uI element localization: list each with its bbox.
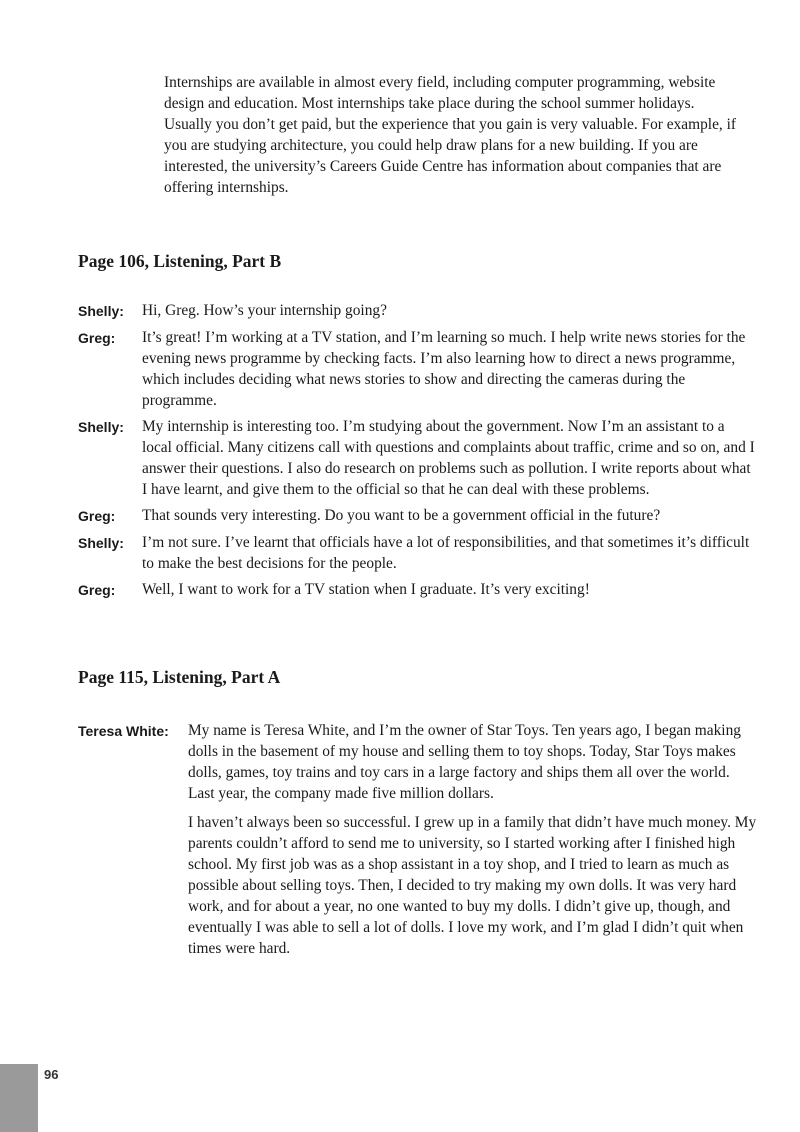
speech-text: Hi, Greg. How’s your internship going? <box>142 302 387 319</box>
speech-block <box>188 720 758 967</box>
speaker-label: Shelly: <box>78 535 124 551</box>
dialogue-line <box>78 505 758 527</box>
dialogue-line <box>78 300 758 322</box>
dialogue-line <box>78 416 758 500</box>
dialogue-line <box>78 720 758 967</box>
dialogue-shelly-greg <box>78 300 758 606</box>
speech-paragraph: I haven’t always been so successful. I grew up in a family that didn’t have much money. My parents couldn’t afford to send me to university, so I started working after I finished high school. My first job was as a shop assistant in a toy shop, and I tried to learn as much as possible about selling toys. Then, I decided to try making my own dolls. It was very hard work, and for about a year, no one wanted to buy my dolls. I didn’t give up, though, and eventually I was able to sell a lot of dolls. I love my work, and I’m glad I didn’t quit when times were hard. <box>188 814 757 957</box>
speaker-label: Greg: <box>78 330 116 346</box>
page-edge-tab <box>0 1064 38 1132</box>
speaker-label: Greg: <box>78 582 116 598</box>
speech-paragraph: My name is Teresa White, and I’m the owner of Star Toys. Ten years ago, I began making dolls in the basement of my house and selling them to toy shops. Today, Star Toys makes dolls, games, toy trains and toy cars in a large factory and ships them all over the world. Last year, the company made five million dollars. <box>188 722 741 802</box>
speech-text: That sounds very interesting. Do you want to be a government official in the future? <box>142 507 661 524</box>
intro-paragraph: Internships are available in almost every field, including computer programming, website design and education. Most internships take place during the school summer holidays. Usually you don’t get paid, but the experience that you gain is very valuable. For example, if you are studying architecture, you could help draw plans for a new building. If you are interested, the university’s Careers Guide Centre has information about companies that are offering internships. <box>164 74 737 196</box>
speech-text: It’s great! I’m working at a TV station, and I’m learning so much. I help write news stories for the evening news programme by checking facts. I’m also learning how to direct a news programme, which includes deciding what news stories to show and directing the cameras during the programme. <box>142 329 746 409</box>
dialogue-line <box>78 532 758 574</box>
dialogue-line <box>78 579 758 601</box>
speech-text: Well, I want to work for a TV station when I graduate. It’s very exciting! <box>142 581 590 598</box>
speaker-label: Teresa White: <box>78 723 169 739</box>
page-number: 96 <box>44 1067 59 1082</box>
speaker-label: Greg: <box>78 508 116 524</box>
monologue-teresa-white <box>78 720 758 972</box>
speaker-label: Shelly: <box>78 419 124 435</box>
speech-text: I’m not sure. I’ve learnt that officials have a lot of responsibilities, and that sometimes it’s difficult to make the best decisions for the people. <box>142 534 750 572</box>
dialogue-line <box>78 327 758 411</box>
section-heading-page-106: Page 106, Listening, Part B <box>78 251 282 271</box>
speech-text: My internship is interesting too. I’m studying about the government. Now I’m an assistant to a local official. Many citizens call with questions and complaints about traffic, crime and so on, and I answer their questions. I also do research on problems such as pollution. I write reports about what I have learnt, and give them to the official so that he can deal with these problems. <box>142 418 755 498</box>
section-heading-page-115: Page 115, Listening, Part A <box>78 667 281 687</box>
speaker-label: Shelly: <box>78 303 124 319</box>
